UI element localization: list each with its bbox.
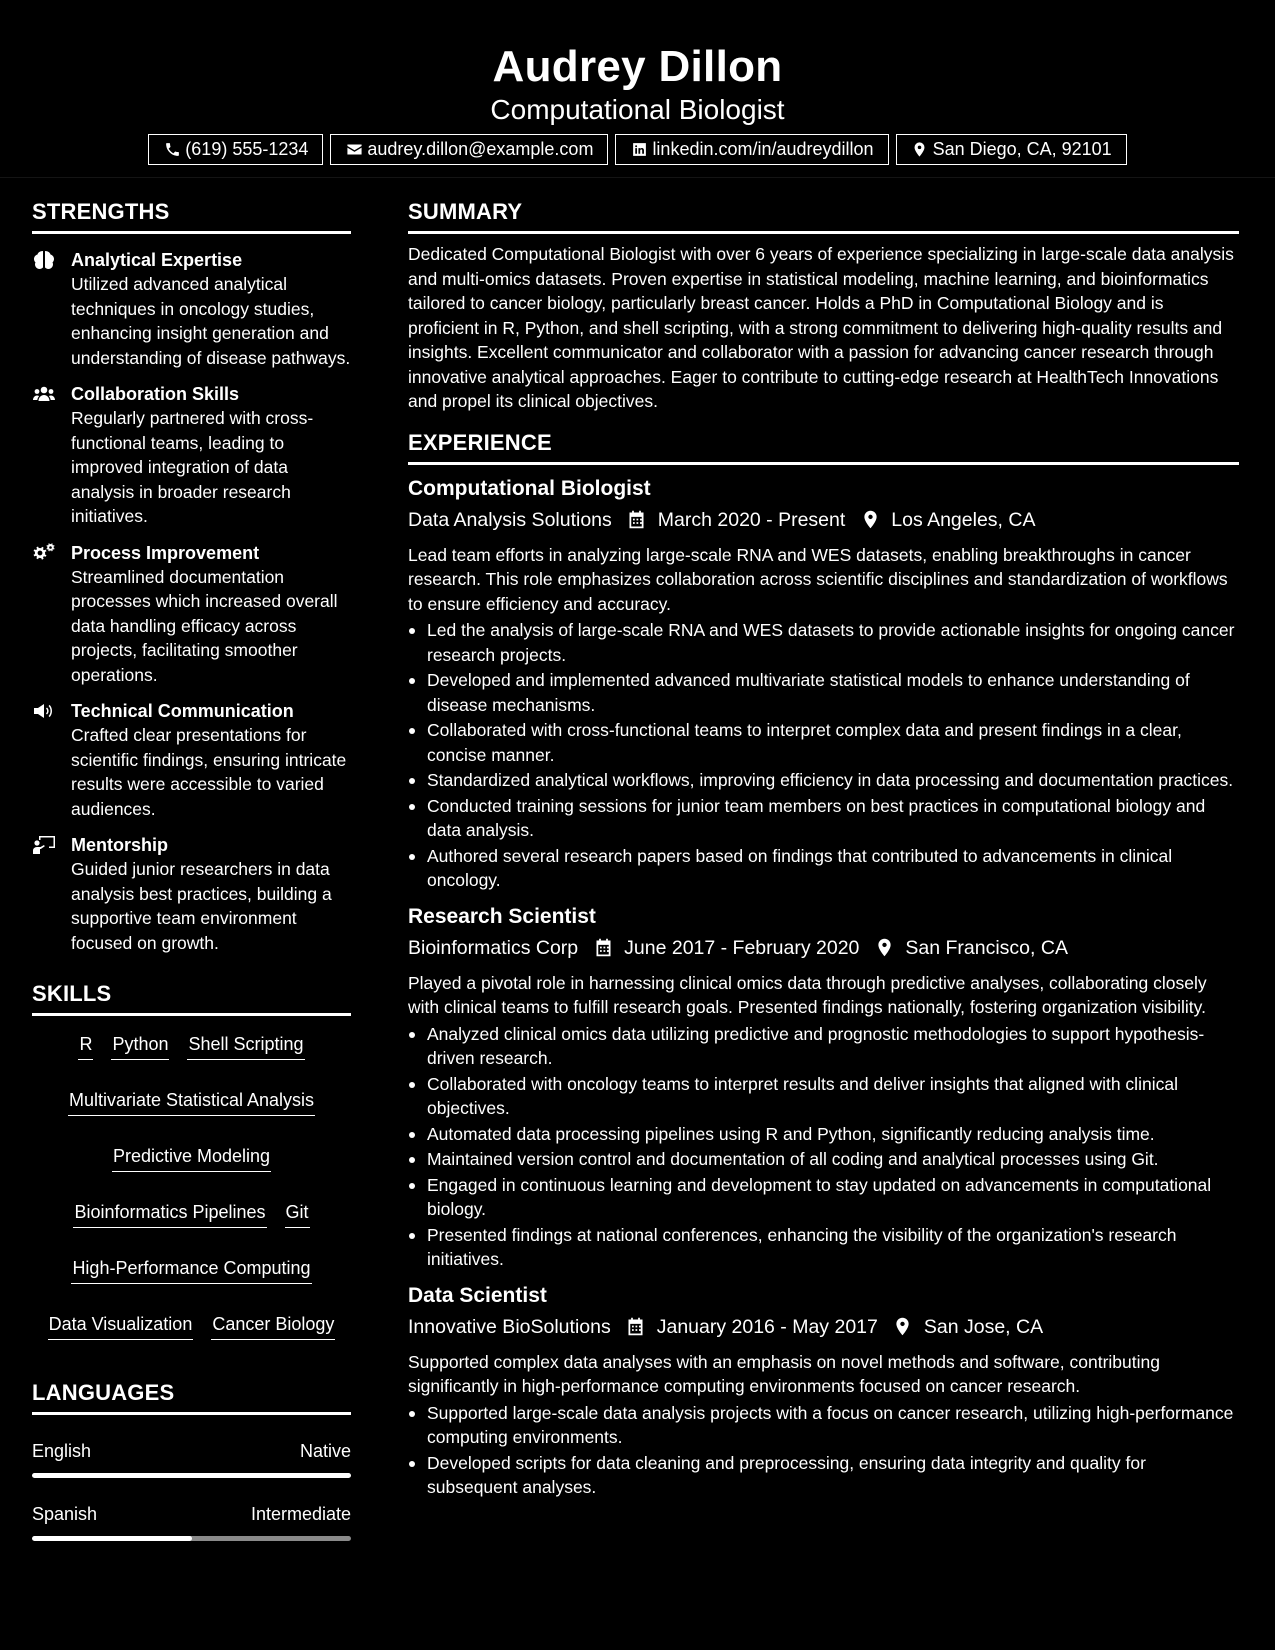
job-location: Los Angeles, CA: [891, 508, 1036, 531]
job-role: Research Scientist: [408, 904, 596, 928]
chalkboard-teacher-icon: [32, 835, 56, 855]
strength-item: [32, 248, 351, 370]
skill-tag: Shell Scripting: [187, 1030, 304, 1060]
job-location: San Jose, CA: [923, 1315, 1044, 1338]
job-description: Lead team efforts in analyzing large-scale RNA and WES datasets, enabling breakthroughs in cancer research. This role emphasizes collaboration across scientific disciplines and standardization of workflows to ensure efficiency and accuracy.: [408, 544, 1228, 614]
linkedin-icon: [630, 141, 648, 159]
job-bullet: Automated data processing pipelines using R and Python, significantly reducing analysis time.: [408, 1122, 1239, 1147]
brain-icon: [32, 250, 56, 270]
job-bullet: Collaborated with cross-functional teams to interpret complex data and present findings in a clear, concise manner.: [408, 718, 1239, 767]
skill-tag: Predictive Modeling: [112, 1142, 271, 1172]
strength-title: Mentorship: [71, 835, 168, 855]
job-meta: [408, 933, 1239, 963]
job-bullets: [408, 1401, 1239, 1500]
job-bullet: Standardized analytical workflows, improving efficiency in data processing and documentation practices.: [408, 768, 1239, 793]
strength-item: [32, 833, 351, 955]
megaphone-icon: [32, 701, 56, 721]
job-meta: [408, 1312, 1239, 1342]
summary-text: Dedicated Computational Biologist with over 6 years of experience specializing in large-scale data analysis and multi-omics datasets. Proven expertise in statistical modeling, machine learning, and bioinformatics tailored to cancer biology, particularly breast cancer. Holds a PhD in Computational Biology and is proficient in R, Python, and shell scripting, with a strong commitment to delivering high-quality results and insights. Excellent communicator and collaborator with a passion for advancing cancer research through innovative analytical approaches. Eager to contribute to cutting-edge research at HealthTech Innovations and propel its clinical objectives.: [408, 244, 1234, 411]
strength-title: Process Improvement: [71, 542, 260, 563]
skill-tag: Cancer Biology: [211, 1310, 335, 1340]
strength-title: Analytical Expertise: [71, 250, 243, 270]
strengths-heading: STRENGTHS: [32, 199, 351, 234]
contact-phone-text: (619) 555-1234: [185, 139, 309, 159]
summary-section: [408, 199, 1239, 414]
candidate-title: Computational Biologist: [490, 94, 785, 125]
calendar-icon: [592, 937, 614, 959]
envelope-icon: [345, 141, 363, 159]
language-level: Intermediate: [250, 1504, 351, 1524]
job-role: Computational Biologist: [408, 476, 651, 500]
strength-item: [32, 382, 351, 529]
location-pin-icon: [892, 1316, 914, 1338]
job-company: Innovative BioSolutions: [408, 1315, 611, 1338]
location-pin-icon: [873, 937, 895, 959]
contact-linkedin-text: linkedin.com/in/audreydillon: [652, 139, 874, 159]
job-dates: March 2020 - Present: [657, 508, 846, 531]
job-company: Bioinformatics Corp: [408, 936, 579, 959]
skills-list: [32, 1030, 351, 1340]
job-dates: June 2017 - February 2020: [624, 936, 860, 959]
strength-title: Collaboration Skills: [71, 384, 240, 404]
skill-tag: Git: [285, 1198, 310, 1228]
job-entry: [408, 1282, 1239, 1500]
skills-section: [32, 981, 351, 1340]
job-description: Supported complex data analyses with an emphasis on novel methods and software, contributing significantly in high-performance computing environments focused on cancer research.: [408, 1351, 1160, 1396]
skill-tag: High-Performance Computing: [71, 1254, 311, 1284]
job-bullet: Led the analysis of large-scale RNA and WES datasets to provide actionable insights for ongoing cancer research projects.: [408, 618, 1239, 667]
language-name: English: [32, 1441, 92, 1461]
summary-heading: SUMMARY: [408, 199, 1239, 234]
strength-item: [32, 699, 351, 821]
strength-item: [32, 541, 351, 688]
strength-text: Guided junior researchers in data analysis best practices, building a supportive team environment focused on growth.: [71, 859, 332, 953]
right-column: [408, 199, 1239, 1500]
location-pin-icon: [859, 509, 881, 531]
gears-icon: [32, 543, 56, 563]
skills-heading: SKILLS: [32, 981, 351, 1016]
job-bullet: Analyzed clinical omics data utilizing predictive and prognostic methodologies to support hypothesis-driven research.: [408, 1022, 1239, 1071]
contact-email[interactable]: [330, 134, 608, 165]
job-bullet: Developed scripts for data cleaning and preprocessing, ensuring data integrity and quality for subsequent analyses.: [408, 1451, 1239, 1500]
job-bullet: Collaborated with oncology teams to interpret results and deliver insights that aligned with clinical objectives.: [408, 1072, 1239, 1121]
strength-text: Crafted clear presentations for scientific findings, ensuring intricate results were accessible to varied audiences.: [71, 725, 347, 819]
language-item: [32, 1502, 351, 1541]
strength-text: Streamlined documentation processes which increased overall data handling efficacy across projects, facilitating smoother operations.: [71, 566, 338, 685]
job-description: Played a pivotal role in harnessing clinical omics data through predictive analyses, collaborating closely with clinical teams to fulfill research goals. Presented findings nationally, fostering organization visibility.: [408, 972, 1207, 1017]
calendar-icon: [626, 509, 648, 531]
job-bullet: Maintained version control and documentation of all coding and analytical processes using Git.: [408, 1147, 1239, 1172]
users-icon: [32, 384, 56, 404]
job-bullet: Presented findings at national conferences, enhancing the visibility of the organization's research initiatives.: [408, 1223, 1239, 1272]
job-entry: [408, 475, 1239, 893]
language-item: [32, 1439, 351, 1478]
job-bullets: [408, 618, 1239, 893]
strengths-section: [32, 199, 351, 955]
calendar-icon: [625, 1316, 647, 1338]
resume-header: [0, 0, 1275, 178]
left-column: [32, 199, 351, 1541]
job-bullet: Developed and implemented advanced multivariate statistical models to enhance understanding of disease mechanisms.: [408, 668, 1239, 717]
job-bullets: [408, 1022, 1239, 1272]
strength-text: Regularly partnered with cross-functional teams, leading to improved integration of data analysis in broader research initiatives.: [71, 408, 314, 526]
contact-location: [896, 134, 1127, 165]
job-dates: January 2016 - May 2017: [656, 1315, 878, 1338]
job-company: Data Analysis Solutions: [408, 508, 612, 531]
skill-tag: Bioinformatics Pipelines: [73, 1198, 266, 1228]
phone-icon: [163, 141, 181, 159]
experience-heading: EXPERIENCE: [408, 430, 1239, 465]
job-bullet: Supported large-scale data analysis projects with a focus on cancer research, utilizing high-performance computing environments.: [408, 1401, 1239, 1450]
experience-section: [408, 430, 1239, 1500]
contact-phone[interactable]: [148, 134, 323, 165]
contact-bar: [0, 134, 1275, 165]
job-meta: [408, 505, 1239, 535]
contact-location-text: San Diego, CA, 92101: [932, 139, 1112, 159]
skill-tag: R: [78, 1030, 93, 1060]
job-bullet: Authored several research papers based on findings that contributed to advancements in clinical oncology.: [408, 844, 1239, 893]
strength-title: Technical Communication: [71, 701, 294, 721]
skill-tag: Multivariate Statistical Analysis: [68, 1086, 315, 1116]
languages-heading: LANGUAGES: [32, 1380, 351, 1415]
job-location: San Francisco, CA: [905, 936, 1068, 959]
language-name: Spanish: [32, 1504, 98, 1524]
language-proficiency-bar: [32, 1536, 351, 1541]
job-list: [408, 475, 1239, 1500]
job-bullet: Engaged in continuous learning and development to stay updated on advancements in computational biology.: [408, 1173, 1239, 1222]
contact-linkedin[interactable]: [615, 134, 888, 165]
language-proficiency-bar: [32, 1473, 351, 1478]
location-pin-icon: [911, 141, 929, 159]
languages-section: [32, 1380, 351, 1541]
job-role: Data Scientist: [408, 1283, 547, 1307]
language-level: Native: [299, 1441, 351, 1461]
skill-tag: Python: [111, 1030, 169, 1060]
strength-text: Utilized advanced analytical techniques in oncology studies, enhancing insight generation and understanding of disease pathways.: [71, 274, 351, 368]
skill-tag: Data Visualization: [48, 1310, 194, 1340]
job-bullet: Conducted training sessions for junior team members on best practices in computational biology and data analysis.: [408, 794, 1239, 843]
job-entry: [408, 903, 1239, 1272]
candidate-name: Audrey Dillon: [492, 42, 783, 91]
contact-email-text: audrey.dillon@example.com: [367, 139, 594, 159]
